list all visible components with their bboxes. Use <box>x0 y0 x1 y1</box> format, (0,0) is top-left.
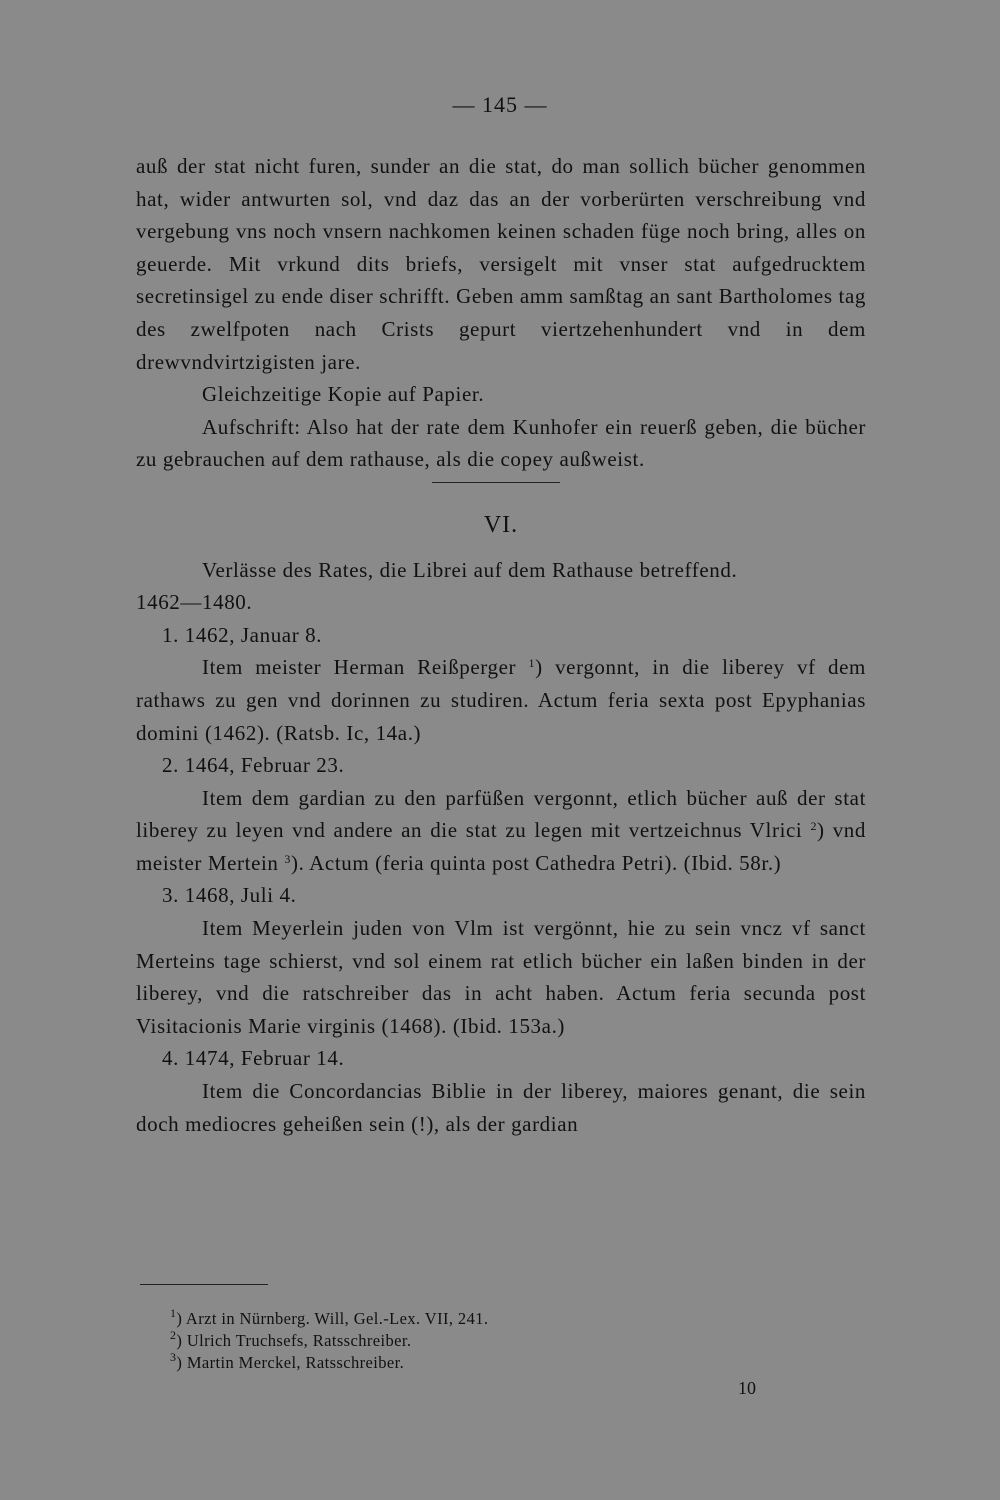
entry-1-text <box>136 651 866 749</box>
footnote-ref-1: 1 <box>528 656 536 671</box>
footnotes <box>170 1308 820 1374</box>
footnote-divider <box>140 1284 268 1285</box>
entry-3-heading: 3. 1468, Juli 4. <box>162 883 297 908</box>
footnote-mark-2: 2 <box>170 1328 177 1342</box>
main-text <box>136 150 866 1140</box>
paragraph-charter-end: auß der stat nicht furen, sunder an die stat, do man sollich bücher genommen hat, wider antwurten sol, vnd daz das an der vorberürten verschreibung vnd vergebung vns noch vnsern nachkomen keinen schaden füge noch bring, alles on geuerde. Mit vrkund dits briefs, versigelt mit vnser stat aufgedrucktem secretinsigel zu ende diser schrifft. Geben amm samßtag an sant Bartholomes tag des zwelfpoten nach Crists gepurt viertzehenhundert vnd in dem drewvndvirtzigisten jare. <box>136 154 866 374</box>
footnote-1 <box>170 1308 820 1330</box>
entry-4-text: Item die Concordancias Biblie in der liberey, maiores genant, die sein doch mediocres geheißen sein (!), als der gardian <box>136 1079 866 1136</box>
entry-2-text <box>136 782 866 880</box>
section-numeral: VI. <box>483 511 519 538</box>
entry-1-text-b: ) vergonnt, in die liberey vf dem rathaws zu gen vnd dorinnen zu studiren. Actum feria sexta post Epyphanias domini (1462). (Ratsb. Ic, 14a.) <box>136 655 866 745</box>
entry-1-heading: 1. 1462, Januar 8. <box>162 622 323 647</box>
entry-2-text-b: ) vnd meister Mertein <box>136 818 866 875</box>
entry-3-text: Item Meyerlein juden von Vlm ist vergönnt, hie zu sein vncz vf sanct Merteins tage schierst, vnd sol einem rat etlich bücher ein laßen binden in der liberey, vnd die ratschreiber das in acht haben. Actum feria secunda post Visitacionis Marie virginis (1468). (Ibid. 153a.) <box>136 916 866 1038</box>
footnote-2 <box>170 1330 820 1352</box>
paragraph-inscription: Aufschrift: Also hat der rate dem Kunhofer ein reuerß geben, die bücher zu gebrauchen auf dem rathause, als die copey außweist. <box>136 414 866 472</box>
section-title: Verlässe des Rates, die Librei auf dem Rathause betreffend. <box>202 557 738 582</box>
footnote-text-2: ) Ulrich Truchsefs, Ratsschreiber. <box>176 1331 412 1350</box>
footnote-mark-1: 1 <box>170 1306 177 1320</box>
section-years: 1462—1480. <box>136 590 253 615</box>
paragraph-copy-note: Gleichzeitige Kopie auf Papier. <box>202 382 485 407</box>
footnote-mark-3: 3 <box>170 1350 177 1364</box>
entry-1-text-a: Item meister Herman Reißperger <box>202 655 517 680</box>
footnote-ref-3: 3 <box>284 851 292 866</box>
footnote-text-3: ) Martin Merckel, Ratsschreiber. <box>176 1353 405 1372</box>
page-number: — 145 — <box>452 92 548 117</box>
footnote-3 <box>170 1352 820 1374</box>
entry-4-heading: 4. 1474, Februar 14. <box>162 1046 345 1071</box>
entry-2-text-a: Item dem gardian zu den parfüßen vergonnt, etlich bücher auß der stat liberey zu leyen vnd andere an die stat zu legen mit vertzeichnus Vlrici <box>136 785 866 843</box>
section-divider <box>432 482 560 483</box>
entry-2-text-c: ). Actum (feria quinta post Cathedra Petri). (Ibid. 58r.) <box>291 850 782 875</box>
entry-2-heading: 2. 1464, Februar 23. <box>162 753 345 778</box>
footnote-text-1: ) Arzt in Nürnberg. Will, Gel.-Lex. VII, 241. <box>176 1309 489 1328</box>
sheet-signature: 10 <box>738 1378 756 1398</box>
footnote-ref-2: 2 <box>810 819 818 834</box>
